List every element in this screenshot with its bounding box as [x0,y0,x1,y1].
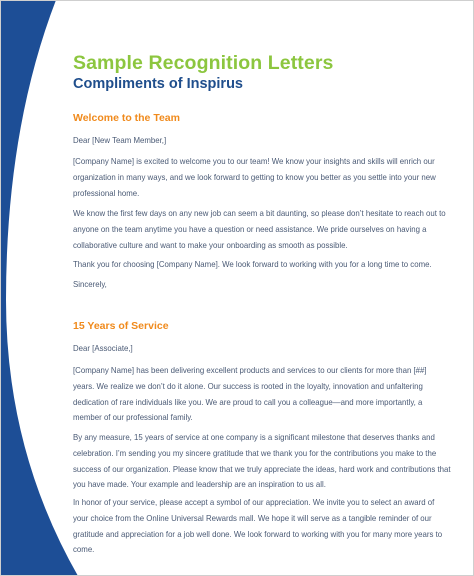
document-title: Sample Recognition Letters [73,52,334,74]
service-paragraph-3: In honor of your service, please accept a symbol of our appreciation. We invite you to select an award of your choice from the Online Universal Rewards mall. We hope it will serve as a tangible reminder of our gratitude and appreciation for a job well done. We look forward to working with you for many more years to come. [73,498,443,555]
welcome-heading: Welcome to the Team [73,112,180,124]
welcome-salutation: Dear [New Team Member,] [73,136,167,145]
service-paragraph-2: By any measure, 15 years of service at one company is a significant milestone that deserves thanks and celebration. I’m sending you my sincere gratitude that we thank you for the contributions you make to the success of our organization. Please know that we truly appreciate the ideas, hard work and contributions that you have made. Your example and leadership are an inspiration to us all. [73,433,451,490]
service-salutation: Dear [Associate,] [73,344,133,353]
document-subtitle: Compliments of Inspirus [73,76,243,92]
service-paragraph-1: [Company Name] has been delivering excellent products and services to our clients for more than [##] years. We realize we don’t do it alone. Our success is rooted in the loyalty, innovation and unfaltering dedication of rare individuals like you. We are proud to call you a colleague—and more importantly, a member of our professional family. [73,366,427,423]
welcome-paragraph-2: We know the first few days on any new job can seem a bit daunting, so please don’t hesitate to reach out to anyone on the team anytime you have a question or need assistance. We pride ourselves on having a collaborative culture and want to make your onboarding as smooth as possible. [73,209,446,250]
welcome-paragraph-3: Thank you for choosing [Company Name]. We look forward to working with you for a long time to come. [73,260,432,269]
service-heading: 15 Years of Service [73,320,169,332]
welcome-paragraph-1: [Company Name] is excited to welcome you to our team! We know your insights and skills will enrich our organization in many ways, and we look forward to getting to know you better as you settle into your new professional home. [73,157,436,198]
welcome-closing: Sincerely, [73,280,107,289]
